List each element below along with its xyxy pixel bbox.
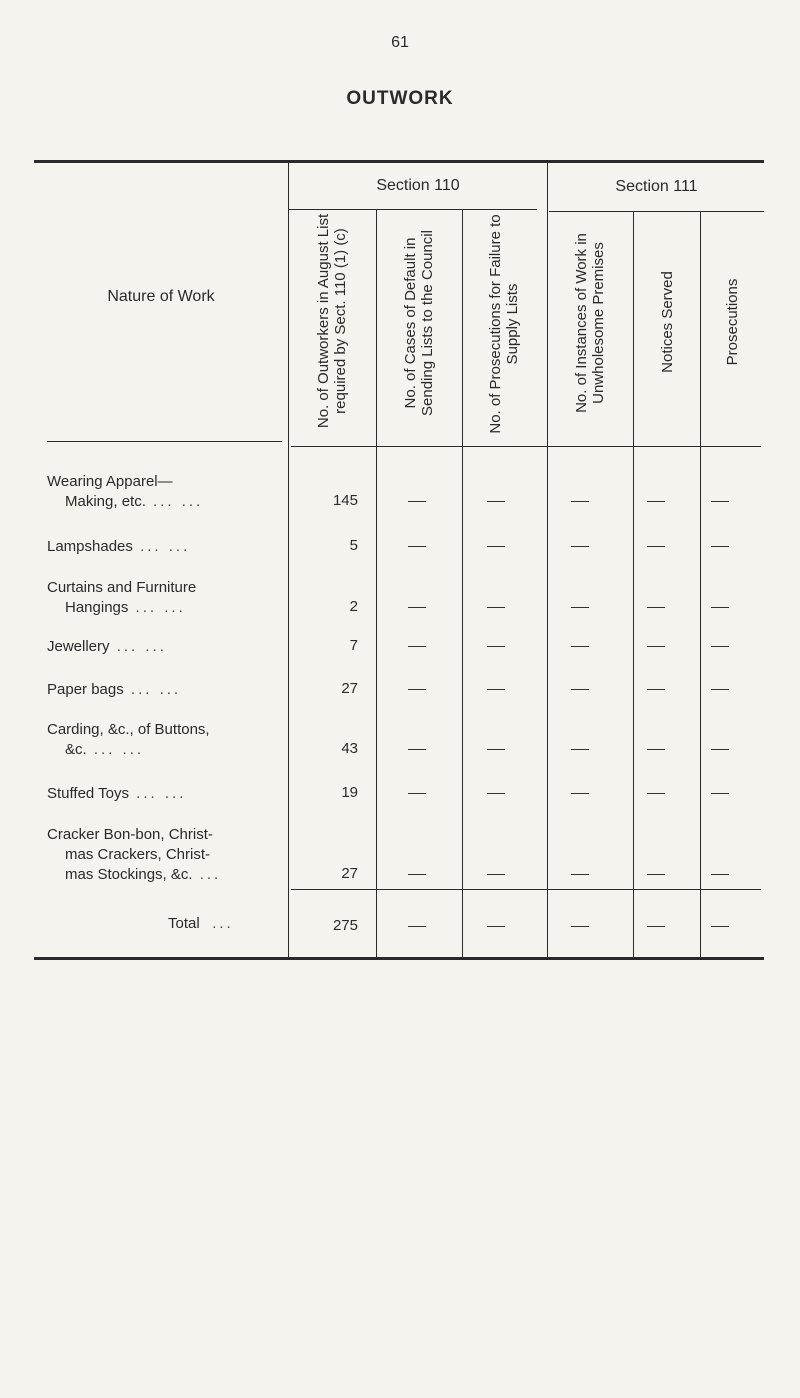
- label-line: Making, etc. ... ...: [65, 493, 204, 510]
- total-top-rule: [291, 889, 761, 890]
- label-line: Wearing Apparel—: [47, 473, 173, 490]
- nil-dash: [711, 646, 729, 647]
- outworkers-value: 145: [332, 492, 358, 509]
- nature-of-work-label: [47, 784, 277, 804]
- outworkers-value: 27: [341, 680, 358, 697]
- total-nil-dash: [647, 926, 665, 927]
- section-110-header: Section 110: [376, 177, 460, 194]
- section-110-underline: [289, 209, 537, 210]
- default-column-header: No. of Cases of Default in Sending Lists to the Council: [402, 230, 436, 416]
- nature-of-work-label: [47, 720, 277, 760]
- column-divider: [633, 212, 634, 957]
- page-title: OUTWORK: [346, 88, 454, 109]
- nil-dash: [571, 749, 589, 750]
- nil-dash: [571, 793, 589, 794]
- nil-dash: [711, 689, 729, 690]
- prosecutions-111-column-header: Prosecutions: [723, 278, 741, 366]
- outworkers-value: 2: [349, 598, 358, 615]
- nil-dash: [647, 749, 665, 750]
- nil-dash: [647, 607, 665, 608]
- label-line: Carding, &c., of Buttons,: [47, 721, 210, 738]
- nil-dash: [647, 874, 665, 875]
- outworkers-value: 7: [349, 637, 358, 654]
- nil-dash: [571, 646, 589, 647]
- nature-of-work-header: Nature of Work: [107, 288, 215, 305]
- notices-column-header: Notices Served: [658, 271, 676, 373]
- label-line: &c. ... ...: [65, 741, 145, 758]
- nil-dash: [487, 749, 505, 750]
- page-number: 61: [391, 34, 409, 51]
- nil-dash: [487, 689, 505, 690]
- nil-dash: [487, 874, 505, 875]
- nature-of-work-label: [47, 680, 277, 700]
- nil-dash: [408, 646, 426, 647]
- nature-of-work-label: [47, 578, 277, 618]
- nil-dash: [711, 501, 729, 502]
- nil-dash: [408, 749, 426, 750]
- leader-dots: ...: [192, 866, 222, 883]
- column-divider: [288, 163, 289, 957]
- outworkers-column-header: No. of Outworkers in August List required by Sect. 110 (1) (c): [315, 213, 349, 429]
- table-top-rule: [34, 160, 764, 163]
- nil-dash: [487, 546, 505, 547]
- outworkers-value: 5: [349, 537, 358, 554]
- nil-dash: [408, 546, 426, 547]
- label-line: mas Stockings, &c. ...: [65, 866, 222, 883]
- nil-dash: [487, 646, 505, 647]
- total-value: 275: [332, 917, 358, 934]
- unwholesome-column-header: No. of Instances of Work in Unwholesome Premises: [573, 233, 607, 413]
- nil-dash: [487, 501, 505, 502]
- nil-dash: [571, 501, 589, 502]
- nil-dash: [647, 646, 665, 647]
- prosecutions-110-column-header: No. of Prosecutions for Failure to Supply Lists: [487, 214, 521, 434]
- nil-dash: [711, 749, 729, 750]
- nil-dash: [711, 874, 729, 875]
- label-line: Stuffed Toys ... ...: [47, 785, 187, 802]
- leader-dots: ... ...: [132, 538, 191, 555]
- nil-dash: [408, 689, 426, 690]
- nil-dash: [408, 793, 426, 794]
- nil-dash: [711, 793, 729, 794]
- leader-dots: ... ...: [86, 741, 145, 758]
- nature-of-work-label: [47, 472, 277, 512]
- outworkers-value: 19: [341, 784, 358, 801]
- column-divider: [462, 210, 463, 957]
- nil-dash: [647, 793, 665, 794]
- nil-dash: [711, 546, 729, 547]
- label-line: Curtains and Furniture: [47, 579, 197, 596]
- nil-dash: [487, 607, 505, 608]
- total-nil-dash: [408, 926, 426, 927]
- nil-dash: [571, 546, 589, 547]
- column-divider: [547, 163, 548, 957]
- nature-of-work-label: [47, 637, 277, 657]
- leader-dots: ... ...: [123, 681, 182, 698]
- nil-dash: [647, 501, 665, 502]
- outworkers-value: 27: [341, 865, 358, 882]
- header-bottom-rule: [47, 441, 282, 442]
- label-line: Lampshades ... ...: [47, 538, 191, 555]
- label-line: Hangings ... ...: [65, 599, 186, 616]
- leader-dots: ... ...: [129, 785, 187, 802]
- nil-dash: [408, 501, 426, 502]
- nil-dash: [408, 874, 426, 875]
- section-111-header: Section 111: [615, 178, 698, 195]
- label-line: Jewellery ... ...: [47, 638, 167, 655]
- nil-dash: [487, 793, 505, 794]
- nature-of-work-label: [47, 825, 277, 885]
- leader-dots: ... ...: [128, 599, 186, 616]
- total-nil-dash: [487, 926, 505, 927]
- nil-dash: [571, 689, 589, 690]
- label-line: Paper bags ... ...: [47, 681, 182, 698]
- nil-dash: [711, 607, 729, 608]
- leader-dots: ... ...: [145, 493, 204, 510]
- total-label: Total ...: [168, 915, 234, 932]
- nil-dash: [571, 874, 589, 875]
- header-bottom-rule: [291, 446, 761, 447]
- column-divider: [700, 212, 701, 957]
- label-line: mas Crackers, Christ-: [65, 846, 211, 863]
- nil-dash: [647, 689, 665, 690]
- nature-of-work-label: [47, 537, 277, 557]
- table-bottom-rule: [34, 957, 764, 960]
- outworkers-value: 43: [341, 740, 358, 757]
- nil-dash: [571, 607, 589, 608]
- nil-dash: [408, 607, 426, 608]
- leader-dots: ... ...: [109, 638, 167, 655]
- label-line: Cracker Bon-bon, Christ-: [47, 826, 213, 843]
- nil-dash: [647, 546, 665, 547]
- column-divider: [376, 210, 377, 957]
- total-nil-dash: [571, 926, 589, 927]
- total-nil-dash: [711, 926, 729, 927]
